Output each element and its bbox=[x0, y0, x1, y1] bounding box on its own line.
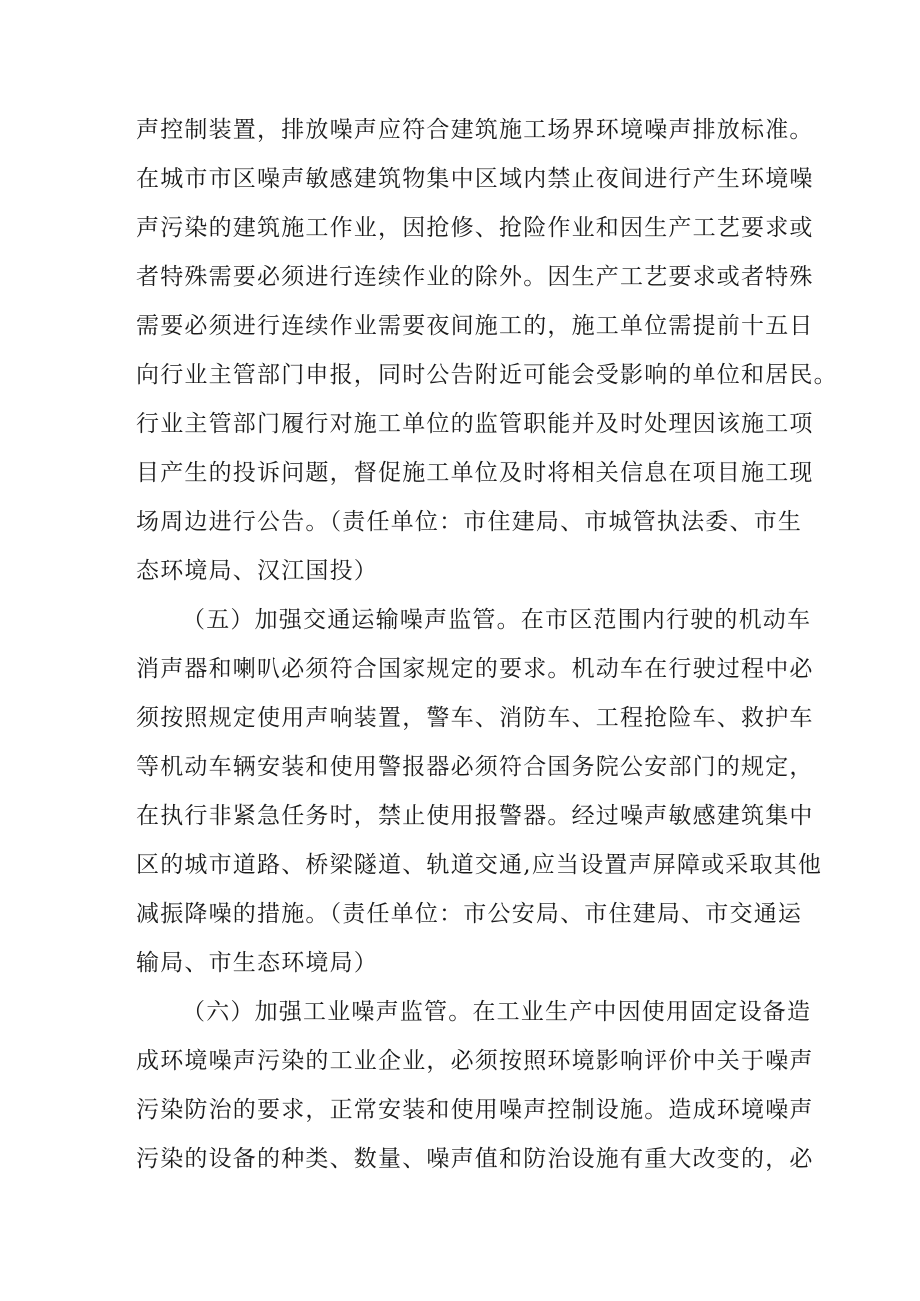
text-line: 在城市市区噪声敏感建筑物集中区域内禁止夜间进行产生环境噪 bbox=[136, 166, 814, 192]
paragraph-six-heading-line: （六）加强工业噪声监管。在工业生产中因使用固定设备造 bbox=[182, 999, 812, 1025]
text-line: 消声器和喇叭必须符合国家规定的要求。机动车在行驶过程中必 bbox=[136, 656, 814, 682]
text-line: 者特殊需要必须进行连续作业的除外。因生产工艺要求或者特殊 bbox=[136, 264, 814, 290]
text-line: 向行业主管部门申报，同时公告附近可能会受影响的单位和居民。 bbox=[136, 362, 838, 388]
text-line: 污染防治的要求，正常安装和使用噪声控制设施。造成环境噪声 bbox=[136, 1097, 814, 1123]
text-line: 减振降噪的措施。（责任单位：市公安局、市住建局、市交通运 bbox=[136, 901, 803, 927]
text-line: 成环境噪声污染的工业企业，必须按照环境影响评价中关于噪声 bbox=[136, 1048, 814, 1074]
text-line: 声污染的建筑施工作业，因抢修、抢险作业和因生产工艺要求或 bbox=[136, 215, 814, 241]
text-line: 态环境局、汉江国投） bbox=[136, 558, 378, 584]
text-line: 行业主管部门履行对施工单位的监管职能并及时处理因该施工项 bbox=[136, 411, 814, 437]
paragraph-five-heading-line: （五）加强交通运输噪声监管。在市区范围内行驶的机动车 bbox=[182, 607, 812, 633]
text-line: 需要必须进行连续作业需要夜间施工的，施工单位需提前十五日 bbox=[136, 313, 814, 339]
text-line: 区的城市道路、桥梁隧道、轨道交通,应当设置声屏障或采取其他 bbox=[136, 852, 823, 878]
text-line: 输局、市生态环境局） bbox=[136, 950, 378, 976]
text-line: 在执行非紧急任务时，禁止使用报警器。经过噪声敏感建筑集中 bbox=[136, 803, 814, 829]
text-line: 声控制装置，排放噪声应符合建筑施工场界环境噪声排放标准。 bbox=[136, 117, 814, 143]
text-line: 等机动车辆安装和使用警报器必须符合国务院公安部门的规定， bbox=[136, 754, 814, 780]
text-line: 须按照规定使用声响装置，警车、消防车、工程抢险车、救护车 bbox=[136, 705, 814, 731]
text-line: 目产生的投诉问题，督促施工单位及时将相关信息在项目施工现 bbox=[136, 460, 814, 486]
text-line: 场周边进行公告。（责任单位：市住建局、市城管执法委、市生 bbox=[136, 509, 803, 535]
text-line: 污染的设备的种类、数量、噪声值和防治设施有重大改变的，必 bbox=[136, 1146, 814, 1172]
